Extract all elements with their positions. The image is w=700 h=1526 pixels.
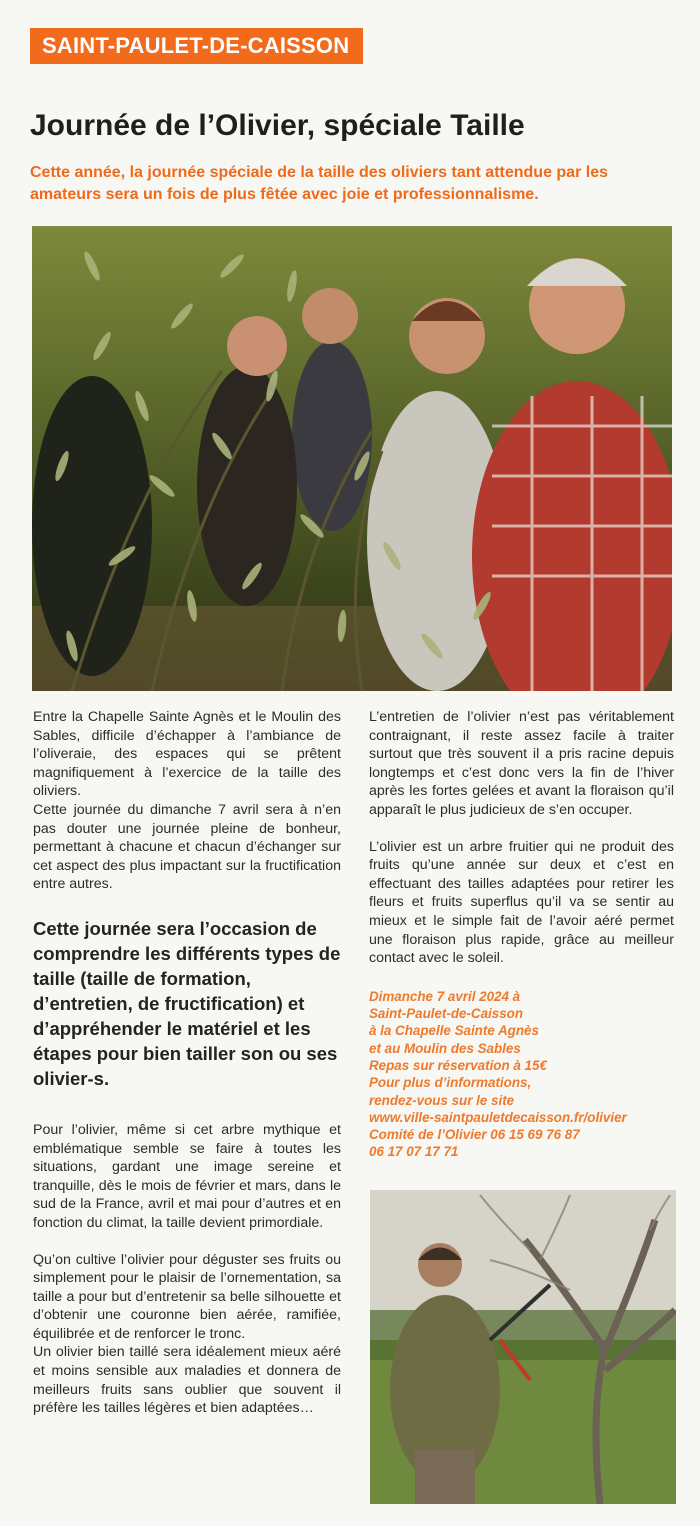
article-title: Journée de l’Olivier, spéciale Taille [30, 109, 525, 142]
body-paragraph: Qu’on cultive l’olivier pour déguster ses fruits ou simplement pour le plaisir de l’ornementation, sa taille a pour but d’entretenir sa belle silhouette et d’obtenir une couronne bien aérée, ramifiée, équilibrée et de renforcer le tronc. [33, 1251, 341, 1342]
body-paragraph: Un olivier bien taillé sera idéalement mieux aéré et moins sensible aux maladies et donnera de meilleurs fruits sans oublier que souvent il préfère les tailles légères et bien adaptées… [33, 1344, 341, 1417]
event-info-line: Pour plus d’informations, [369, 1075, 532, 1091]
event-url-link[interactable]: www.ville-saintpauletdecaisson.fr/olivier [369, 1109, 627, 1125]
pruning-worker-photo [370, 1190, 676, 1504]
body-paragraph: L’entretien de l’olivier n’est pas véritablement contraignant, il reste assez facile à traiter surtout que très souvent il a pris racine depuis longtemps et c’est donc vers la fin de l’hiver après les fortes gelées et avant la floraison qu’il apparaît le plus judicieux de s’en occuper. [369, 709, 674, 818]
event-info-line: rendez-vous sur le site [369, 1092, 515, 1108]
event-phone: 06 17 07 17 71 [369, 1144, 459, 1160]
body-paragraph: Pour l’olivier, même si cet arbre mythique et emblématique semble se faire à toutes les situations, gardant une image sereine et tranquille, dès le mois de février et mars, dans le sud de la France, avril et mai pour d’autres et en fonction du climat, la taille devient primordiale. [33, 1121, 341, 1231]
body-paragraph: L’olivier est un arbre fruitier qui ne produit des fruits qu’une année sur deux et c’est en effectuant des tailles adaptées pour retirer les fleurs et fruits superflus qu’il va se sentir au mieux et le simple fait de l’avoir aéré permet une floraison plus rapide, grâce au meilleur contact avec le soleil. [369, 838, 674, 967]
callout-text: Cette journée sera l’occasion de comprendre les différents types de taille (taille de formation, d’entretien, de fructification) et d’appréhender le matériel et les étapes pour bien tailler son ou ses olivier-s. [33, 917, 341, 1089]
event-place: à la Chapelle Sainte Agnès [369, 1023, 539, 1039]
date-paragraph: Cette journée du dimanche 7 avril sera à n’en pas douter une journée pleine de bonheur, permettant à chacune et chacun d’échanger sur cet aspect des plus impactant sur la fructification entre autres. [33, 801, 341, 893]
event-info [369, 988, 674, 1161]
event-contact: Comité de l’Olivier 06 15 69 76 87 [369, 1127, 580, 1143]
article-lead: Cette année, la journée spéciale de la taille des oliviers tant attendue par les amateurs sera un fois de plus fêtée avec joie et professionnalisme. [30, 164, 608, 203]
event-place: et au Moulin des Sables [369, 1040, 521, 1056]
right-column [369, 708, 674, 1161]
left-column [33, 708, 341, 1418]
olive-pruning-group-photo [32, 226, 672, 691]
event-meal: Repas sur réservation à 15€ [369, 1057, 547, 1073]
event-town: Saint-Paulet-de-Caisson [369, 1006, 524, 1022]
section-label: SAINT-PAULET-DE-CAISSON [30, 28, 363, 64]
intro-paragraph: Entre la Chapelle Sainte Agnès et le Moulin des Sables, difficile d’échapper à l’ambiance de l’oliveraie, des espaces qui se prêtent magnifiquement à l’exercice de la taille des oliviers. [33, 709, 341, 800]
event-date: Dimanche 7 avril 2024 à [369, 988, 521, 1004]
